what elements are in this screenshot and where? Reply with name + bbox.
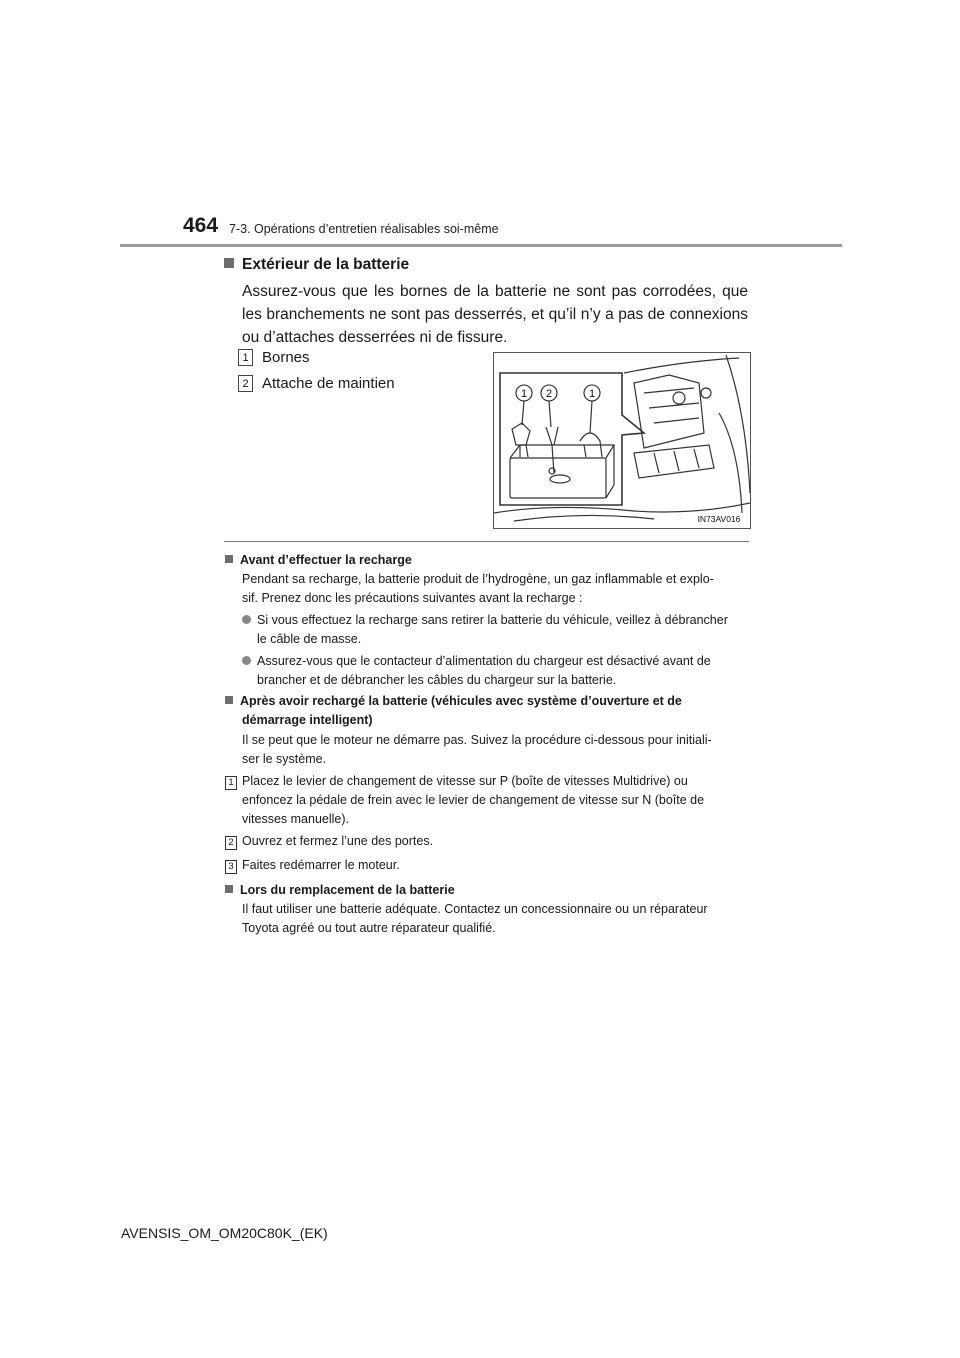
exterior-heading-text: Extérieur de la batterie	[242, 256, 410, 273]
battery-illustration	[493, 352, 751, 529]
footer-manual-code: AVENSIS_OM_OM20C80K_(EK)	[121, 1225, 328, 1241]
round-bullet-icon	[242, 656, 251, 665]
bullet-charger-switch: Assurez-vous que le contacteur d’alimentation du chargeur est désactivé avant de brancher et de débrancher les câbles du chargeur sur la batterie.	[242, 652, 748, 690]
figure-marker-2: 2	[545, 388, 553, 400]
step-2-text: Ouvrez et fermez l’une des portes.	[242, 834, 434, 848]
step-number-box: 3	[225, 860, 237, 874]
bullet-ground-cable: Si vous effectuez la recharge sans retirer la batterie du véhicule, veillez à débrancher le câble de masse.	[242, 611, 748, 649]
callout-label: Attache de maintien	[262, 375, 395, 392]
battery-engine-bay-drawing	[494, 353, 750, 528]
square-bullet-icon	[224, 258, 234, 268]
square-bullet-icon	[225, 696, 233, 704]
callout-number: 2	[238, 375, 253, 392]
callout-number: 1	[238, 349, 253, 366]
section-divider	[224, 541, 749, 542]
header-rule	[120, 244, 842, 247]
square-bullet-icon	[225, 885, 233, 893]
callout-hold-down-clamp	[238, 375, 395, 392]
replacing-battery-text: Il faut utiliser une batterie adéquate. Contactez un concessionnaire ou un réparateur Toyota agréé ou tout autre réparateur qualifié.	[242, 902, 708, 935]
figure-code: IN73AV016	[697, 514, 741, 524]
figure-marker-1b: 1	[588, 388, 596, 400]
after-charging-text: Il se peut que le moteur ne démarre pas. Suivez la procédure ci-dessous pour initiali- ser le système.	[242, 733, 712, 766]
step-number-box: 2	[225, 836, 237, 850]
page-number: 464	[183, 214, 219, 237]
callout-terminals	[238, 349, 310, 366]
step-3-text: Faites redémarrer le moteur.	[242, 858, 400, 872]
exterior-text: Assurez-vous que les bornes de la batterie ne sont pas corrodées, que les branchements ne sont pas desserrés, et qu’il n’y a pas de connexions ou d’attaches desserrées ni de fissure.	[242, 283, 748, 346]
exterior-heading	[224, 256, 409, 274]
figure-marker-1a: 1	[520, 388, 528, 400]
before-charging-text: Pendant sa recharge, la batterie produit de l’hydrogène, un gaz inflammable et explo- sif. Prenez donc les précautions suivantes avant la recharge :	[242, 572, 714, 605]
section-title: 7-3. Opérations d’entretien réalisables soi-même	[229, 222, 499, 236]
square-bullet-icon	[225, 555, 233, 563]
callout-label: Bornes	[262, 349, 310, 366]
after-charging-heading: Après avoir rechargé la batterie (véhicules avec système d’ouverture et de démarrage intelligent)	[225, 692, 748, 730]
round-bullet-icon	[242, 615, 251, 624]
before-charging-heading: Avant d’effectuer la recharge	[225, 551, 412, 570]
step-number-box: 1	[225, 776, 237, 790]
replacing-battery-heading: Lors du remplacement de la batterie	[225, 881, 455, 900]
step-1-text: Placez le levier de changement de vitesse sur P (boîte de vitesses Multidrive) ou enfoncez la pédale de frein avec le levier de changement de vitesse sur N (boîte de vitesses manuelle).	[242, 774, 705, 826]
